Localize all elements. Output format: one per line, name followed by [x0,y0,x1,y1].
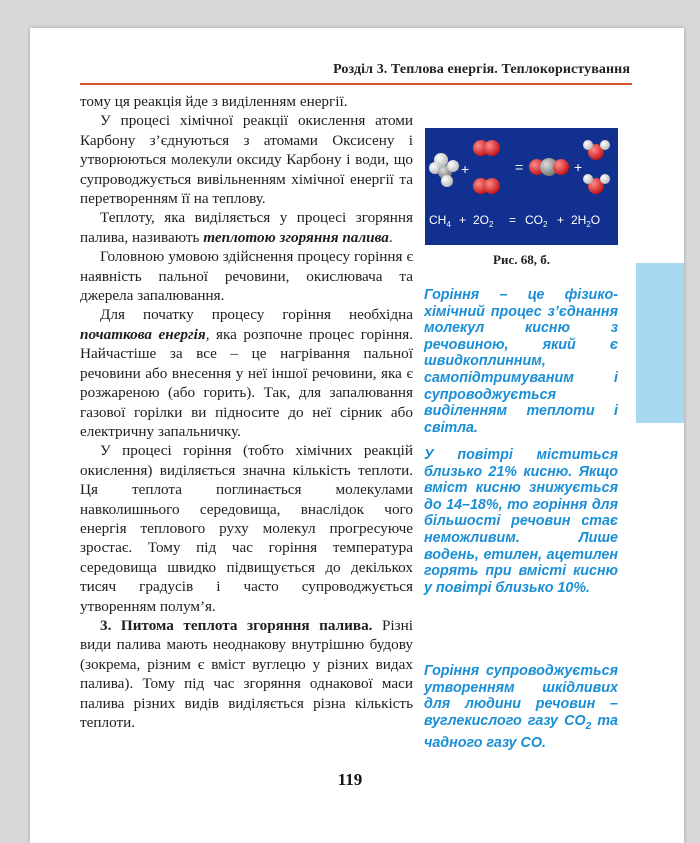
paragraph-3-start: Теплоту, яка виділяється у процесі згоряння палива, називають [80,209,413,246]
paragraph-2: У процесі хімічної реакції окислення атоми Карбону з’єднуються з атомами Оксисену і утворюються молекули оксиду Карбону і води, що супроводжується вивільненням хімічної енергії та перетворенням її на теплову. [80,112,413,208]
running-header: Розділ 3. Теплова енергія. Теплокористування [333,62,630,77]
plus-sign-2: + [574,159,583,175]
paragraph-7 [80,616,413,732]
side-note-harmful [424,663,618,752]
carbon-dioxide-molecule [529,158,569,176]
chapter-tab [636,263,684,423]
equation-o2: $2O_2$ [473,213,494,229]
equation-plus-a: + [459,213,467,227]
paragraph-4: Головною умовою здійснення процесу горіння є наявність пальної речовини, окислювача та джерела запалювання. [80,248,413,305]
main-text [80,92,413,732]
water-molecule-2 [583,174,610,194]
side-note-harmful-sub: 2 [585,720,592,732]
header-rule [80,83,632,85]
equation-plus-b: + [557,213,565,227]
reaction-equation [429,213,600,229]
paragraph-7-text: Різні види палива мають неоднакову внутрішню будову (зокрема, різним є вміст вуглецю у різних видах палива). Тому під час згоряння однакової маси палива різних видів виділяється різна кількість теплоти. [80,616,413,731]
paragraph-5 [80,305,413,441]
paragraph-1: тому ця реакція йде з виділенням енергії. [80,93,348,110]
paragraph-6: У процесі горіння (тобто хімічних реакцій окислення) виділяється значна кількість теплоти. Ця теплота поглинається молекулами навколишнього середовища, внаслідок чого енергія теплового руху молекул прогресуюче зростає. Тому під час горіння температура середовища швидко підвищується до декількох тисяч градусів і часто супроводжується утворенням полум’я. [80,442,413,615]
equation-ch4: $CH_4$ [429,213,451,229]
water-molecule-1 [583,140,610,160]
side-note-harmful-text-a: Горіння супроводжується утворенням шкідливих для людини речовин – вуглекислого газу CO [424,663,618,729]
side-note-oxygen: У повітрі міститься близько 21% кисню. Якщо вміст кисню знижується до 14–18%, то горіння для більшості речовин стає неможливим. Лише водень, етилен, ацетилен горять при вмісті кисню у повітрі близько 10%. [424,447,618,596]
reaction-diagram [425,128,618,245]
figure-methane-combustion [425,128,618,245]
equals-sign: = [515,159,524,175]
plus-sign-1: + [461,161,470,177]
equation-co2: $CO_2$ [525,213,548,229]
figure-caption: Рис. 68, б. [493,252,550,267]
section-heading: 3. Питома теплота згоряння палива. [100,616,373,634]
equation-h2o: $2H_2O$ [571,213,601,229]
side-note-combustion: Горіння – це фізико-хімічний процес з’єднання молекул кисню з речовиною, який є швидкоплинним, самопідтримуваним і супроводжується виділенням теплоти і світла. [424,287,618,436]
oxygen-molecule-2 [473,178,500,194]
side-note-harmful-text-b: та чадного газу CO. [424,712,618,752]
term-initial-energy: початкова енергія [80,325,206,343]
paragraph-5-end: , яка розпочне процес горіння. Найчастіше за все – це нагрівання пальної речовини або внесення у неї іншої речовини, яка є розжареною (або горить). Так, для запалювання газової горілки ви підносите до неї сірник або електричну запальничку. [80,325,414,440]
paragraph-3 [80,208,413,247]
methane-molecule [429,153,459,187]
paragraph-3-end: . [388,228,393,246]
equation-equals: = [509,213,517,227]
term-heat-of-combustion: теплотою згоряння палива [203,228,389,246]
paragraph-5-start: Для початку процесу горіння необхідна [100,306,413,324]
page-number: 119 [337,770,363,789]
oxygen-molecule-1 [473,140,500,156]
